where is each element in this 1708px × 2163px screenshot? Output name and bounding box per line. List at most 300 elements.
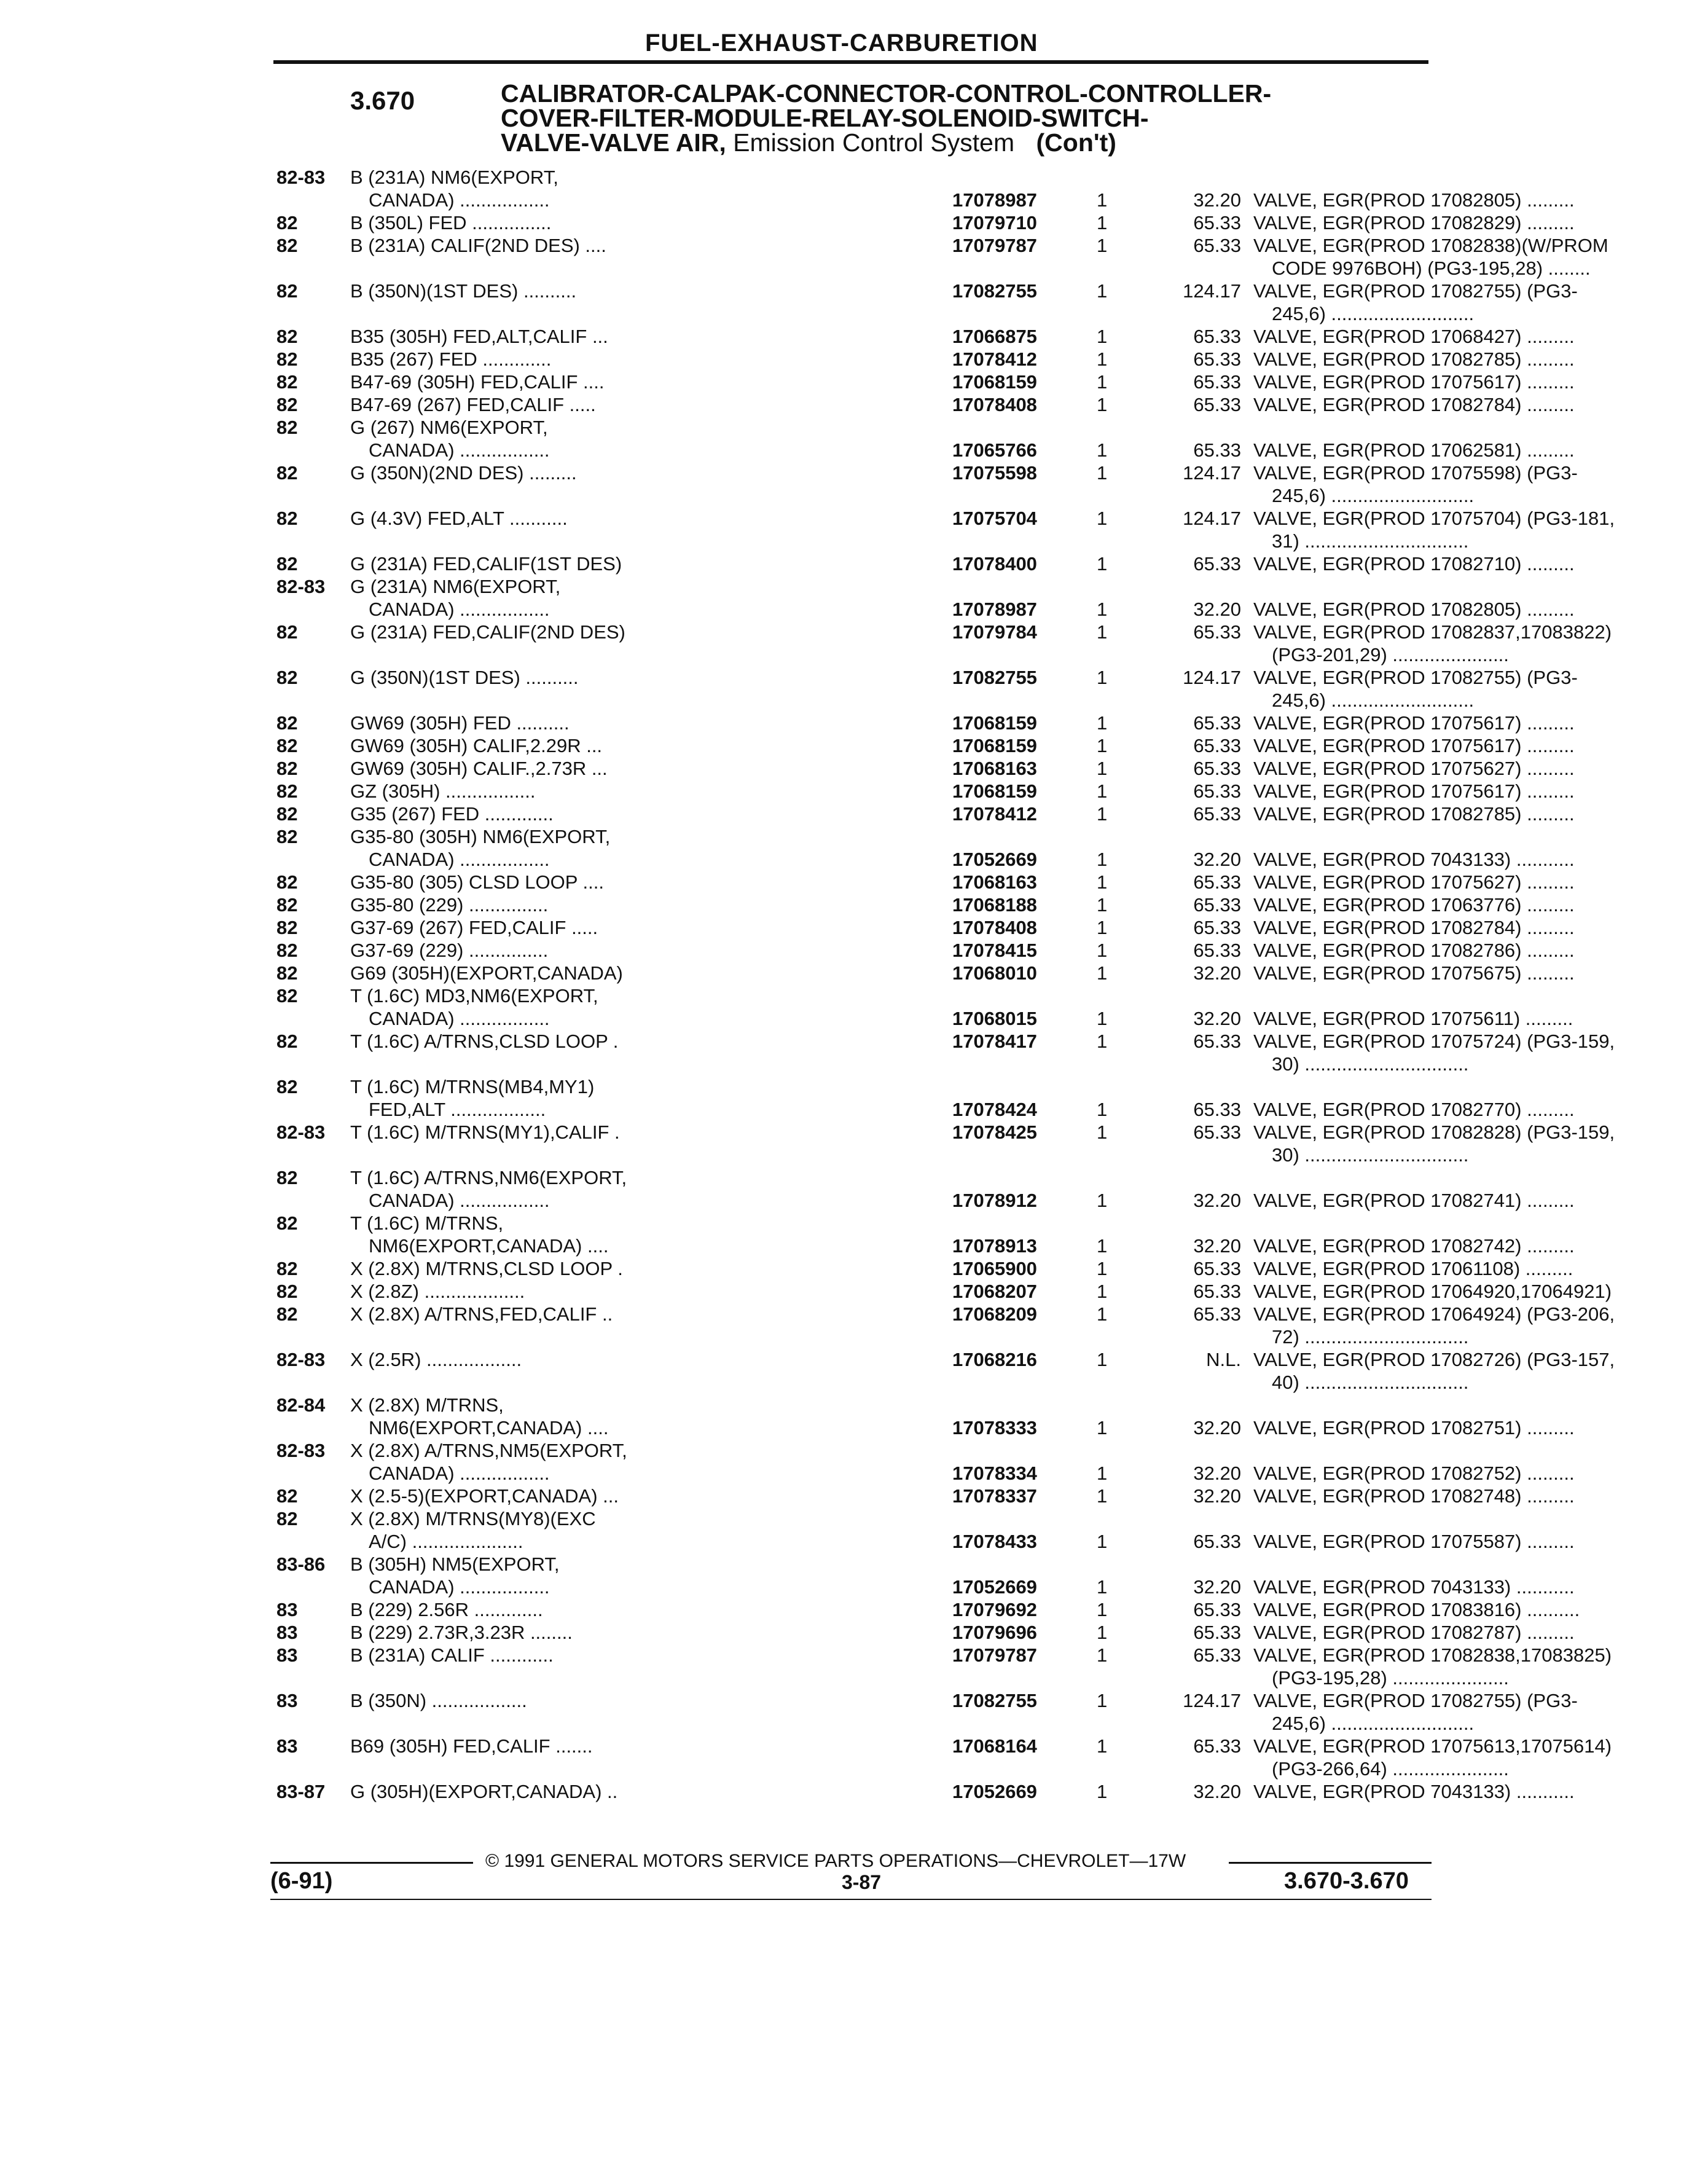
row-description	[350, 666, 949, 689]
row-remarks	[1253, 234, 1708, 280]
row-remarks-line1: VALVE, EGR(PROD 17082786) .........	[1253, 940, 1575, 961]
table-row	[270, 1121, 1615, 1166]
row-year: 82	[276, 985, 298, 1007]
row-year: 83	[276, 1644, 298, 1666]
row-year: 82	[276, 962, 298, 984]
footer-bottom-rule	[270, 1899, 1432, 1900]
row-description-line1: B35 (267) FED .............	[350, 348, 552, 370]
row-price: 65.33	[1193, 712, 1241, 734]
table-row	[270, 984, 1573, 1030]
row-remarks-line1: VALVE, EGR(PROD 17083816) ..........	[1253, 1599, 1580, 1620]
row-remarks	[1253, 734, 1708, 757]
row-remarks	[1253, 1007, 1708, 1030]
row-remarks	[1253, 1416, 1708, 1439]
row-price: 65.33	[1193, 1099, 1241, 1120]
row-remarks-line1: VALVE, EGR(PROD 17082748) .........	[1253, 1485, 1575, 1507]
row-remarks-line1: VALVE, EGR(PROD 7043133) ...........	[1253, 849, 1575, 870]
row-part-number: 17068188	[952, 894, 1037, 916]
row-description-line1: X (2.8X) A/TRNS,NM5(EXPORT,	[350, 1440, 627, 1461]
row-price: 65.33	[1193, 212, 1241, 234]
row-remarks	[1253, 666, 1708, 712]
row-year: 82	[276, 871, 298, 893]
row-remarks-line2: (PG3-201,29) ......................	[1272, 644, 1509, 665]
table-row	[270, 893, 1575, 916]
row-description	[350, 712, 949, 734]
row-price: 65.33	[1193, 803, 1241, 825]
row-description-line1: B (350N)(1ST DES) ..........	[350, 280, 577, 302]
row-quantity: 1	[1097, 439, 1108, 461]
row-part-number: 17068216	[952, 1349, 1037, 1370]
row-description	[350, 1303, 949, 1325]
table-row	[270, 666, 1578, 712]
row-description	[350, 1507, 949, 1553]
row-part-number: 17082755	[952, 667, 1037, 688]
table-row	[270, 1257, 1573, 1280]
row-description-line2: CANADA) .................	[369, 1576, 550, 1598]
row-description-line1: B (350L) FED ...............	[350, 212, 552, 234]
row-description-line1: X (2.8X) M/TRNS(MY8)(EXC	[350, 1508, 596, 1529]
row-description-line1: GW69 (305H) CALIF.,2.73R ...	[350, 758, 608, 779]
row-description	[350, 1621, 949, 1644]
row-part-number: 17075598	[952, 462, 1037, 484]
row-remarks	[1253, 1257, 1708, 1280]
row-part-number: 17078412	[952, 348, 1037, 370]
page-header-title: FUEL-EXHAUST-CARBURETION	[645, 29, 1038, 57]
row-price: 65.33	[1193, 1258, 1241, 1279]
row-remarks-line1: VALVE, EGR(PROD 17082741) .........	[1253, 1190, 1575, 1211]
row-remarks-line1: VALVE, EGR(PROD 17082710) .........	[1253, 553, 1575, 575]
row-quantity: 1	[1097, 235, 1108, 256]
row-description	[350, 211, 949, 234]
row-year: 82	[276, 348, 298, 370]
row-price: 65.33	[1193, 1644, 1241, 1666]
row-quantity: 1	[1097, 1121, 1108, 1143]
row-description	[350, 1485, 949, 1507]
table-row	[270, 211, 1575, 234]
row-remarks-line1: VALVE, EGR(PROD 17082751) .........	[1253, 1417, 1575, 1439]
row-year: 82	[276, 326, 298, 347]
row-description-line1: G (305H)(EXPORT,CANADA) ..	[350, 1781, 618, 1802]
row-quantity: 1	[1097, 1099, 1108, 1120]
row-description-line1: B47-69 (267) FED,CALIF .....	[350, 394, 596, 415]
row-year: 82	[276, 235, 298, 256]
table-row	[270, 552, 1575, 575]
row-description-line1: G35-80 (229) ...............	[350, 894, 549, 916]
row-remarks-line1: VALVE, EGR(PROD 17082742) .........	[1253, 1235, 1575, 1257]
row-description-line1: T (1.6C) M/TRNS(MB4,MY1)	[350, 1076, 595, 1097]
table-row	[270, 1030, 1615, 1075]
row-description-line2: A/C) .....................	[369, 1531, 523, 1552]
row-year: 82	[276, 894, 298, 916]
row-description	[350, 552, 949, 575]
row-year: 83-87	[276, 1781, 326, 1802]
row-description-line1: GZ (305H) .................	[350, 780, 536, 802]
row-year: 82	[276, 735, 298, 756]
row-quantity: 1	[1097, 348, 1108, 370]
row-remarks-line2: 30) ...............................	[1272, 1144, 1469, 1166]
row-remarks	[1253, 871, 1708, 893]
row-year: 82	[276, 1076, 298, 1097]
row-quantity: 1	[1097, 189, 1108, 211]
row-remarks-line1: VALVE, EGR(PROD 17075627) .........	[1253, 758, 1575, 779]
row-remarks-line1: VALVE, EGR(PROD 17082838)(W/PROM	[1253, 235, 1608, 256]
row-description-line2: FED,ALT ..................	[369, 1099, 546, 1120]
row-description	[350, 234, 949, 257]
row-quantity: 1	[1097, 1235, 1108, 1257]
row-price: 32.20	[1193, 1008, 1241, 1029]
row-remarks-line1: VALVE, EGR(PROD 17082828) (PG3-159,	[1253, 1121, 1615, 1143]
row-remarks-line1: VALVE, EGR(PROD 17082755) (PG3-	[1253, 667, 1578, 688]
table-row	[270, 1303, 1615, 1348]
row-remarks-line1: VALVE, EGR(PROD 17082785) .........	[1253, 803, 1575, 825]
row-remarks-line1: VALVE, EGR(PROD 17075613,17075614)	[1253, 1735, 1612, 1757]
row-remarks-line1: VALVE, EGR(PROD 17075617) .........	[1253, 371, 1575, 393]
row-remarks	[1253, 507, 1708, 552]
row-part-number: 17068209	[952, 1303, 1037, 1325]
row-description-line1: B (231A) CALIF ............	[350, 1644, 554, 1666]
row-price: 124.17	[1183, 667, 1241, 688]
row-remarks	[1253, 280, 1708, 325]
row-description-line1: T (1.6C) A/TRNS,CLSD LOOP .	[350, 1030, 619, 1052]
row-remarks	[1253, 893, 1708, 916]
row-remarks	[1253, 439, 1708, 461]
row-part-number: 17068159	[952, 735, 1037, 756]
row-part-number: 17079696	[952, 1622, 1037, 1643]
row-description-line1: B47-69 (305H) FED,CALIF ....	[350, 371, 605, 393]
row-part-number: 17078412	[952, 803, 1037, 825]
row-description-line1: G35 (267) FED .............	[350, 803, 554, 825]
row-remarks-line1: VALVE, EGR(PROD 17082787) .........	[1253, 1622, 1575, 1643]
row-remarks	[1253, 393, 1708, 416]
row-remarks	[1253, 1303, 1708, 1348]
row-description	[350, 984, 949, 1030]
table-row	[270, 166, 1575, 211]
row-description-line1: G35-80 (305) CLSD LOOP ....	[350, 871, 604, 893]
row-remarks	[1253, 1189, 1708, 1212]
row-quantity: 1	[1097, 1690, 1108, 1711]
row-remarks-line1: VALVE, EGR(PROD 17075675) .........	[1253, 962, 1575, 984]
row-year: 82	[276, 1508, 298, 1529]
row-remarks	[1253, 371, 1708, 393]
row-quantity: 1	[1097, 326, 1108, 347]
row-year: 82	[276, 280, 298, 302]
row-year: 82	[276, 1281, 298, 1302]
row-price: 65.33	[1193, 917, 1241, 938]
row-remarks-line1: VALVE, EGR(PROD 17061108) .........	[1253, 1258, 1573, 1279]
row-part-number: 17075704	[952, 508, 1037, 529]
row-price: 65.33	[1193, 940, 1241, 961]
row-description-line2: CANADA) .................	[369, 189, 550, 211]
row-quantity: 1	[1097, 1576, 1108, 1598]
row-part-number: 17078417	[952, 1030, 1037, 1052]
row-remarks	[1253, 1030, 1708, 1075]
row-remarks	[1253, 803, 1708, 825]
row-description-line1: T (1.6C) A/TRNS,NM6(EXPORT,	[350, 1167, 627, 1188]
row-price: 65.33	[1193, 394, 1241, 415]
table-row	[270, 621, 1612, 666]
row-remarks	[1253, 1530, 1708, 1553]
row-price: 32.20	[1193, 1485, 1241, 1507]
table-row	[270, 1212, 1575, 1257]
row-description	[350, 1280, 949, 1303]
row-price: 65.33	[1193, 621, 1241, 643]
row-description-line1: B35 (305H) FED,ALT,CALIF ...	[350, 326, 608, 347]
row-description	[350, 1121, 949, 1144]
row-remarks-line1: VALVE, EGR(PROD 17082829) .........	[1253, 212, 1575, 234]
table-row	[270, 825, 1575, 871]
row-quantity: 1	[1097, 1303, 1108, 1325]
row-remarks	[1253, 1780, 1708, 1803]
row-year: 82	[276, 780, 298, 802]
row-year: 82-83	[276, 1349, 326, 1370]
row-price: 65.33	[1193, 235, 1241, 256]
row-quantity: 1	[1097, 1417, 1108, 1439]
row-description-line1: G (231A) FED,CALIF(2ND DES)	[350, 621, 625, 643]
row-description	[350, 1735, 949, 1757]
row-remarks	[1253, 1576, 1708, 1598]
row-remarks	[1253, 211, 1708, 234]
row-description-line1: X (2.5-5)(EXPORT,CANADA) ...	[350, 1485, 619, 1507]
row-remarks	[1253, 916, 1708, 939]
row-quantity: 1	[1097, 394, 1108, 415]
row-price: 32.20	[1193, 1190, 1241, 1211]
row-description-line1: X (2.8X) M/TRNS,	[350, 1394, 504, 1416]
row-price: 65.33	[1193, 894, 1241, 916]
row-description-line1: G35-80 (305H) NM6(EXPORT,	[350, 826, 611, 847]
row-quantity: 1	[1097, 894, 1108, 916]
table-row	[270, 416, 1575, 461]
row-price: 65.33	[1193, 348, 1241, 370]
row-description	[350, 461, 949, 484]
row-remarks-line1: VALVE, EGR(PROD 17075704) (PG3-181,	[1253, 508, 1615, 529]
row-description-line2: CANADA) .................	[369, 1462, 550, 1484]
row-price: 124.17	[1183, 1690, 1241, 1711]
row-description	[350, 166, 949, 211]
row-description	[350, 825, 949, 871]
row-description	[350, 939, 949, 962]
row-remarks-line2: 30) ...............................	[1272, 1053, 1469, 1075]
row-part-number: 17078912	[952, 1190, 1037, 1211]
row-description-line1: X (2.8X) M/TRNS,CLSD LOOP .	[350, 1258, 623, 1279]
row-year: 82	[276, 553, 298, 575]
row-remarks-line1: VALVE, EGR(PROD 17082837,17083822)	[1253, 621, 1612, 643]
row-part-number: 17052669	[952, 849, 1037, 870]
row-remarks-line1: VALVE, EGR(PROD 17082785) .........	[1253, 348, 1575, 370]
row-description-line1: G (231A) FED,CALIF(1ST DES)	[350, 553, 622, 575]
row-remarks	[1253, 757, 1708, 780]
table-row	[270, 1485, 1575, 1507]
row-description-line1: G (4.3V) FED,ALT ...........	[350, 508, 568, 529]
row-description	[350, 575, 949, 621]
table-row	[270, 939, 1575, 962]
row-year: 82-83	[276, 1440, 326, 1461]
row-description-line1: B69 (305H) FED,CALIF .......	[350, 1735, 593, 1757]
row-year: 82	[276, 417, 298, 438]
row-description	[350, 871, 949, 893]
row-year: 82	[276, 371, 298, 393]
row-remarks-line1: VALVE, EGR(PROD 17075598) (PG3-	[1253, 462, 1578, 484]
row-remarks	[1253, 1621, 1708, 1644]
footer-copyright: © 1991 GENERAL MOTORS SERVICE PARTS OPERATIONS—CHEVROLET—17W	[485, 1851, 1186, 1871]
row-description-line1: G (267) NM6(EXPORT,	[350, 417, 548, 438]
row-quantity: 1	[1097, 667, 1108, 688]
row-year: 82	[276, 1485, 298, 1507]
row-remarks-line1: VALVE, EGR(PROD 17082770) .........	[1253, 1099, 1575, 1120]
row-description	[350, 393, 949, 416]
row-price: 65.33	[1193, 371, 1241, 393]
table-row	[270, 712, 1575, 734]
row-quantity: 1	[1097, 803, 1108, 825]
row-description	[350, 621, 949, 643]
section-title-line2: COVER-FILTER-MODULE-RELAY-SOLENOID-SWITCH-	[501, 104, 1149, 132]
row-year: 83	[276, 1599, 298, 1620]
row-remarks	[1253, 962, 1708, 984]
row-year: 82	[276, 667, 298, 688]
row-year: 82	[276, 212, 298, 234]
row-price: 65.33	[1193, 1599, 1241, 1620]
row-year: 82	[276, 712, 298, 734]
row-quantity: 1	[1097, 962, 1108, 984]
row-remarks-line1: VALVE, EGR(PROD 17075587) .........	[1253, 1531, 1575, 1552]
row-description	[350, 280, 949, 302]
row-part-number: 17068163	[952, 871, 1037, 893]
row-quantity: 1	[1097, 553, 1108, 575]
header-rule	[273, 60, 1428, 64]
row-quantity: 1	[1097, 780, 1108, 802]
row-price: N.L.	[1206, 1349, 1241, 1370]
row-part-number: 17078333	[952, 1417, 1037, 1439]
table-row	[270, 1780, 1575, 1803]
row-part-number: 17068207	[952, 1281, 1037, 1302]
row-part-number: 17066875	[952, 326, 1037, 347]
row-price: 32.20	[1193, 1462, 1241, 1484]
row-quantity: 1	[1097, 1735, 1108, 1757]
row-description-line1: G (350N)(2ND DES) .........	[350, 462, 577, 484]
row-remarks-line2: (PG3-266,64) ......................	[1272, 1758, 1509, 1780]
row-price: 65.33	[1193, 1735, 1241, 1757]
row-price: 32.20	[1193, 189, 1241, 211]
row-year: 82-83	[276, 576, 326, 597]
row-description	[350, 1439, 949, 1485]
row-part-number: 17065766	[952, 439, 1037, 461]
row-remarks-line1: VALVE, EGR(PROD 17075627) .........	[1253, 871, 1575, 893]
row-quantity: 1	[1097, 735, 1108, 756]
table-row	[270, 280, 1578, 325]
row-remarks	[1253, 1348, 1708, 1394]
row-quantity: 1	[1097, 1599, 1108, 1620]
table-row	[270, 962, 1575, 984]
table-row	[270, 1735, 1612, 1780]
row-quantity: 1	[1097, 940, 1108, 961]
row-description	[350, 780, 949, 803]
table-row	[270, 780, 1575, 803]
row-remarks	[1253, 1462, 1708, 1485]
row-remarks-line1: VALVE, EGR(PROD 17063776) .........	[1253, 894, 1575, 916]
row-description-line2: NM6(EXPORT,CANADA) ....	[369, 1235, 609, 1257]
row-year: 83	[276, 1735, 298, 1757]
row-part-number: 17078987	[952, 189, 1037, 211]
row-quantity: 1	[1097, 1644, 1108, 1666]
row-price: 65.33	[1193, 1281, 1241, 1302]
table-row	[270, 393, 1575, 416]
row-quantity: 1	[1097, 371, 1108, 393]
row-description-line1: GW69 (305H) CALIF,2.29R ...	[350, 735, 603, 756]
footer-date: (6-91)	[270, 1868, 333, 1894]
row-year: 82	[276, 1258, 298, 1279]
row-year: 82	[276, 758, 298, 779]
row-remarks-line1: VALVE, EGR(PROD 17082752) .........	[1253, 1462, 1575, 1484]
row-description-line1: B (231A) CALIF(2ND DES) ....	[350, 235, 606, 256]
table-row	[270, 371, 1575, 393]
row-remarks-line1: VALVE, EGR(PROD 17082755) (PG3-	[1253, 280, 1578, 302]
row-remarks-line2: (PG3-195,28) ......................	[1272, 1667, 1509, 1689]
section-title-line3	[501, 130, 1422, 155]
row-description	[350, 1075, 949, 1121]
row-remarks	[1253, 1098, 1708, 1121]
table-row	[270, 1689, 1578, 1735]
row-quantity: 1	[1097, 1190, 1108, 1211]
row-description	[350, 1553, 949, 1598]
row-remarks	[1253, 189, 1708, 211]
table-row	[270, 1553, 1575, 1598]
row-year: 82	[276, 394, 298, 415]
row-description	[350, 803, 949, 825]
row-remarks-line2: 72) ...............................	[1272, 1326, 1469, 1348]
row-price: 124.17	[1183, 508, 1241, 529]
row-description	[350, 1257, 949, 1280]
row-quantity: 1	[1097, 621, 1108, 643]
row-quantity: 1	[1097, 1030, 1108, 1052]
row-description-line1: X (2.8X) A/TRNS,FED,CALIF ..	[350, 1303, 613, 1325]
row-quantity: 1	[1097, 917, 1108, 938]
section-title-cont: (Con't)	[1036, 128, 1116, 157]
section-title	[501, 81, 1422, 155]
table-row	[270, 757, 1575, 780]
row-remarks	[1253, 1280, 1708, 1303]
row-year: 82-84	[276, 1394, 326, 1416]
row-description-line1: B (229) 2.56R .............	[350, 1599, 543, 1620]
row-price: 32.20	[1193, 849, 1241, 870]
table-row	[270, 916, 1575, 939]
row-description-line1: B (231A) NM6(EXPORT,	[350, 167, 558, 188]
row-remarks-line2: 40) ...............................	[1272, 1372, 1469, 1393]
row-remarks	[1253, 598, 1708, 621]
row-price: 32.20	[1193, 962, 1241, 984]
row-remarks	[1253, 712, 1708, 734]
table-row	[270, 1507, 1575, 1553]
row-remarks-line1: VALVE, EGR(PROD 7043133) ...........	[1253, 1576, 1575, 1598]
row-year: 82	[276, 826, 298, 847]
table-row	[270, 1394, 1575, 1439]
row-quantity: 1	[1097, 1485, 1108, 1507]
row-part-number: 17078337	[952, 1485, 1037, 1507]
row-remarks-line2: 245,6) ...........................	[1272, 1713, 1475, 1734]
row-part-number: 17078408	[952, 917, 1037, 938]
row-price: 32.20	[1193, 1576, 1241, 1598]
row-part-number: 17079784	[952, 621, 1037, 643]
row-year: 82-83	[276, 167, 326, 188]
row-part-number: 17082755	[952, 280, 1037, 302]
row-price: 32.20	[1193, 599, 1241, 620]
row-part-number: 17068015	[952, 1008, 1037, 1029]
row-description-line1: G69 (305H)(EXPORT,CANADA)	[350, 962, 623, 984]
row-remarks	[1253, 1485, 1708, 1507]
row-remarks-line1: VALVE, EGR(PROD 17062581) .........	[1253, 439, 1575, 461]
table-row	[270, 1166, 1575, 1212]
row-remarks	[1253, 1598, 1708, 1621]
row-part-number: 17079787	[952, 1644, 1037, 1666]
row-year: 82	[276, 1030, 298, 1052]
